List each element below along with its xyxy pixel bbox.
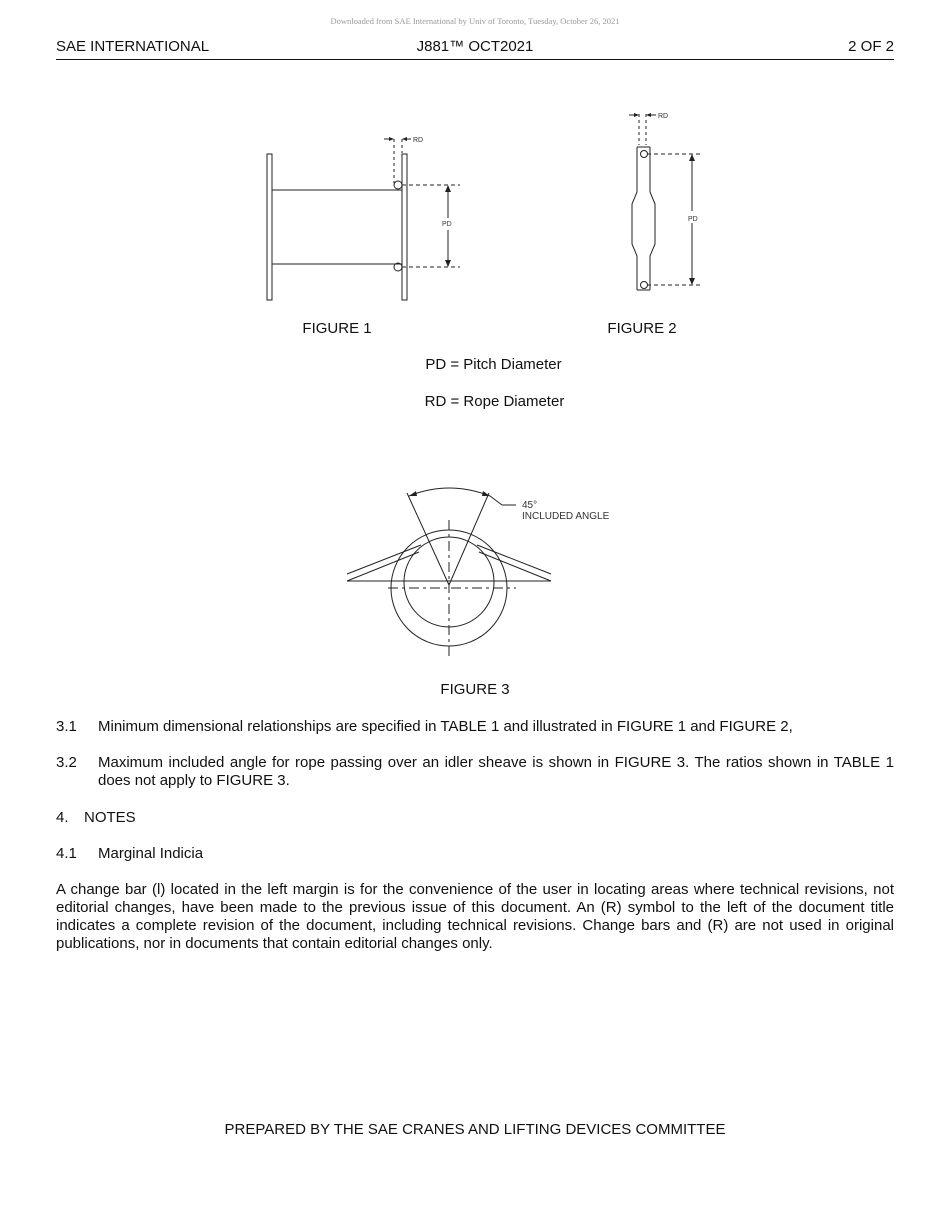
section-3-2-text: Maximum included angle for rope passing over an idler sheave is shown in FIGURE 3. The ratios shown in TABLE 1 does not apply to FIGURE 3. [98, 754, 894, 789]
footer-committee: PREPARED BY THE SAE CRANES AND LIFTING DEVICES COMMITTEE [224, 1121, 726, 1138]
header-rule [56, 59, 894, 60]
header-document-number: J881™ OCT2021 [416, 38, 534, 55]
section-4-1-title: Marginal Indicia [98, 845, 204, 862]
figure-1-pd-label: PD [442, 221, 452, 228]
figure-3-drawing [340, 480, 630, 660]
figure-3-caption: FIGURE 3 [440, 681, 510, 698]
header-publisher: SAE INTERNATIONAL [56, 38, 210, 55]
marginal-indicia-paragraph: A change bar (l) located in the left margin is for the convenience of the user in locating areas where technical revisions, not editorial changes, have been made to the previous issue of this document. An (R) symbol to the left of the document title indicates a complete revision of the document, including technical revisions. Change bars and (R) are not used in original publications, nor in documents that contain editorial changes only. [56, 881, 894, 952]
legend-rope-diameter: RD = Rope Diameter [424, 393, 565, 410]
section-4-1-number: 4.1 [56, 845, 77, 862]
figure-1-caption: FIGURE 1 [302, 320, 372, 337]
figure-2-drawing [615, 105, 715, 305]
figure-2-rd-label: RD [658, 113, 669, 120]
figure-3-angle-label: 45° [522, 500, 538, 511]
legend-pitch-diameter: PD = Pitch Diameter [425, 356, 562, 373]
figure-1-drawing [255, 125, 485, 310]
header-page-number: 2 OF 2 [848, 38, 894, 55]
figure-2-caption: FIGURE 2 [607, 320, 677, 337]
figure-2-pd-label: PD [688, 216, 698, 223]
section-4-number: 4. [56, 809, 69, 826]
download-watermark: Downloaded from SAE International by Univ of Toronto, Tuesday, October 26, 2021 [330, 16, 620, 26]
section-3-1-text: Minimum dimensional relationships are specified in TABLE 1 and illustrated in FIGURE 1 and FIGURE 2, [98, 718, 793, 735]
section-3-1-number: 3.1 [56, 718, 77, 735]
section-3-2-number: 3.2 [56, 754, 77, 771]
figure-1-rd-label: RD [413, 137, 424, 144]
figure-3-included-angle-label: INCLUDED ANGLE [522, 511, 610, 522]
section-4-title: NOTES [84, 809, 136, 826]
